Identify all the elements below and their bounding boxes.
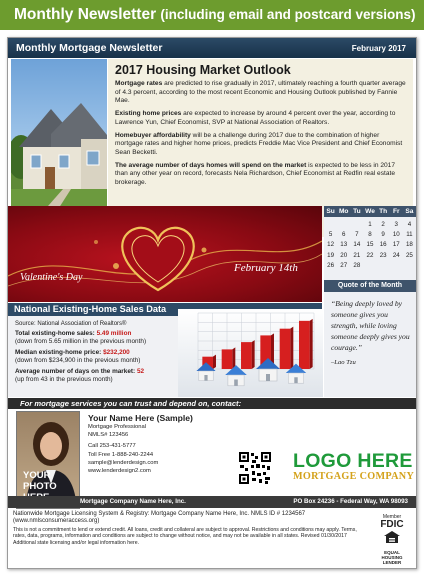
company-logo-subtitle: MORTGAGE COMPANY <box>293 471 415 482</box>
chart-bar <box>299 321 310 369</box>
quote-text: “Being deeply loved by someone gives you strength, while loving someone deeply gives you courage.” <box>331 299 410 352</box>
sales-item: Median existing-home price: $232,200 (down from $234,900 in the previous month) <box>15 349 141 364</box>
legal-line: This is not a commitment to lend or extend credit. All loans, credit and collateral are subject to approval. Restrictions and conditions may apply. Terms, <box>13 526 357 533</box>
agent-name: Your Name Here (Sample) <box>88 413 193 423</box>
agent-info <box>88 413 238 475</box>
valentines-day-label: Valentine's Day <box>20 272 83 283</box>
sales-text <box>15 320 185 387</box>
legal-disclaimer <box>13 511 368 547</box>
sales-chart <box>178 309 323 397</box>
quote-box <box>324 292 416 397</box>
equal-housing-icon <box>383 530 401 544</box>
agent-photo <box>16 411 80 509</box>
qr-code[interactable] <box>238 451 272 485</box>
fdic-member-label: Member <box>382 514 402 520</box>
calendar <box>324 206 416 286</box>
chart-bar-side <box>232 347 235 369</box>
heart-decoration <box>8 206 322 302</box>
chart-bar <box>241 342 252 369</box>
agent-cell: Call 253-431-5777 <box>88 443 136 450</box>
banner-subtitle: (including email and postcard versions) <box>160 7 416 22</box>
legal-line: Additional state licensing and/or legal information here. <box>13 540 140 546</box>
qr-code-icon <box>238 451 272 485</box>
agent-role: Mortgage Professional <box>88 424 146 430</box>
equal-housing-label: EQUAL HOUSING LENDER <box>381 550 403 565</box>
chart-bar <box>222 349 233 369</box>
newsletter-header <box>8 38 416 58</box>
page-banner <box>0 0 424 30</box>
calendar-grid: 1 2 3 4 5 6 7 8 9 10 11 12 13 14 15 16 17 18 19 20 21 22 23 24 25 26 27 28 <box>327 221 413 269</box>
sales-heading: National Existing-Home Sales Data <box>8 303 322 316</box>
legal-line: rates, data, programs, information and conditions are subject to change without notice, and may not be available in all states. Revised 01/30/2017 <box>13 533 347 540</box>
company-footer-bar <box>8 496 416 508</box>
agent-email[interactable]: sample@lenderdesign.com <box>88 459 159 466</box>
fdic-badge <box>374 514 410 565</box>
photo-placeholder: YOUR PHOTO <box>23 470 57 492</box>
company-logo: LOGO HERE <box>293 450 413 472</box>
quote-heading: Quote of the Month <box>324 280 416 292</box>
sales-source: Source: National Association of Realtors® <box>15 321 127 327</box>
newsletter-page <box>7 37 417 569</box>
banner-title: Monthly Newsletter <box>14 6 157 23</box>
calendar-weekdays: Su Mo Tu We Th Fr Sa <box>324 206 416 217</box>
chart-bar-side <box>290 327 293 369</box>
chart-bar <box>280 329 291 369</box>
chart-bar-side <box>213 355 216 369</box>
fdic-label: FDIC <box>380 519 404 530</box>
newsletter-title: Monthly Mortgage Newsletter <box>16 42 163 54</box>
agent-tollfree: Toll Free 1-888-240-2244 <box>88 451 154 458</box>
model-house-icon <box>256 358 280 381</box>
bar-chart <box>178 309 323 397</box>
company-address: PO Box 24236 - Federal Way, WA 98093 <box>293 498 408 505</box>
valentine-date-label: February 14th <box>234 262 298 274</box>
company-name: Mortgage Company Name Here, Inc. <box>80 498 186 505</box>
valentine-banner <box>8 206 322 302</box>
chart-bar-side <box>252 340 255 369</box>
article-paragraph: The average number of days homes will spend on the market is expected to be less in 2017 than any other year on record, forecasts Nela Richardson, Chief Economist at Redfin real estate brokerage. <box>115 161 396 187</box>
chart-bar-side <box>310 319 313 369</box>
sales-item: Average number of days on the market: 52 (up from 43 in the previous month) <box>15 368 145 383</box>
nmls-statement: Nationwide Mortgage Licensing System & Registry: Mortgage Company Name Here, Inc. NMLS ID # 1234567 (www.nmlsconsumeraccess.org) <box>13 511 306 525</box>
article-paragraph: Mortgage rates are predicted to rise gradually in 2017, ultimately reaching a fourth quarter average of 4.3 percent, according to the most recent Economic and Housing Outlook published by Fannie Mae. <box>115 80 406 105</box>
article-paragraph: Homebuyer affordability will be a challenge during 2017 due to the combination of higher mortgage rates and higher home prices, predicts Freddie Mac Vice President and Chief Economist Sean Becketti. <box>115 131 403 156</box>
sales-item: Total existing-home sales: 5.49 million (down from 5.65 million in the previous month) <box>15 330 147 345</box>
agent-website[interactable]: www.lenderdesign2.com <box>88 468 151 475</box>
quote-author: –Lao Tzu <box>331 359 356 366</box>
agent-nmls: NMLS# 123456 <box>88 432 129 439</box>
article-paragraph: Existing home prices are expected to increase by around 4 percent over the year, according to Lawrence Yun, Chief Economist, SVP at National Association of Realtors. <box>115 110 396 126</box>
contact-strip: For mortgage services you can trust and depend on, contact: <box>8 398 416 409</box>
article-title: 2017 Housing Market Outlook <box>115 63 291 77</box>
newsletter-date: February 2017 <box>351 44 406 53</box>
